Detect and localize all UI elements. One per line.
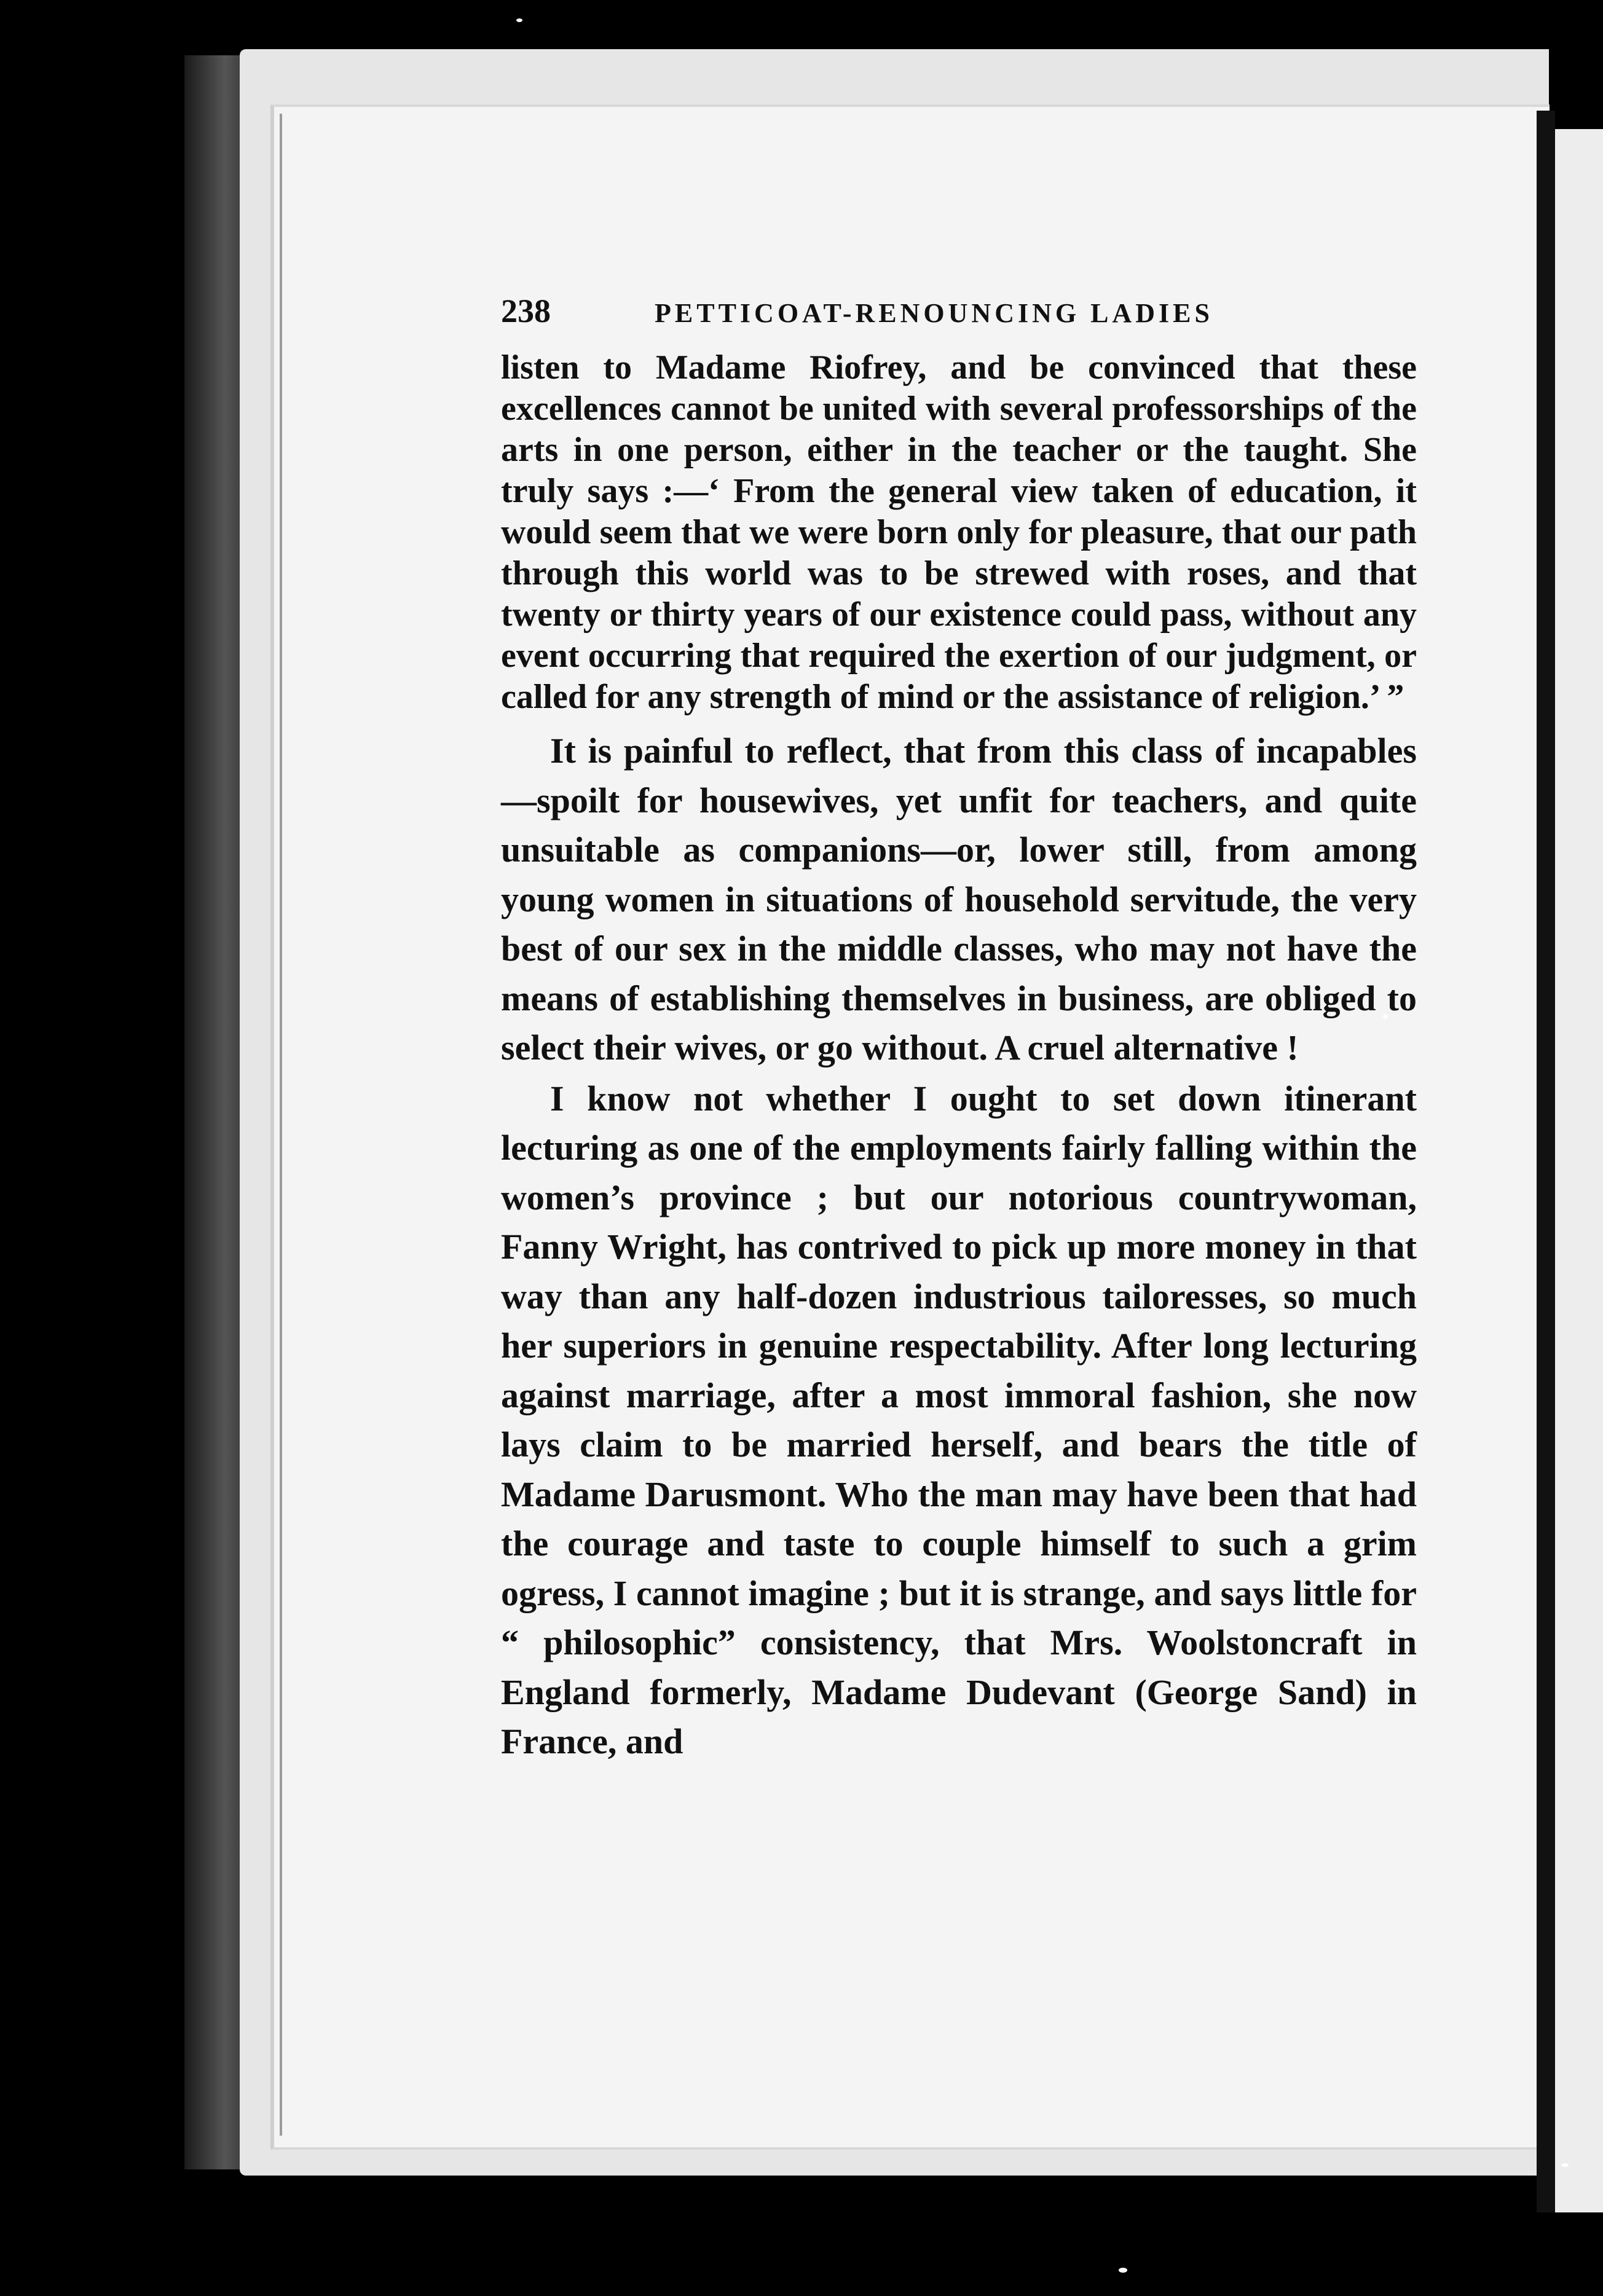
page-fold-line <box>280 114 282 2136</box>
running-header <box>501 292 1417 341</box>
paragraph-incapables: It is painful to reflect, that from this class of incapables—spoilt for housewives, yet unfit for teachers, and quite unsuitable as companions—or, lower still, from among young women in situations of household servitude, the very best of our sex in the middle classes, who may not have the means of establishing themselves in business, are obliged to select their wives, or go without. A cruel alternative ! <box>501 731 1417 1067</box>
paragraph-quote: listen to Madame Riofrey, and be convinced that these excellences cannot be united with several professorships of the arts in one person, either in the teacher or the taught. She truly says :—‘ From the general view taken of education, it would seem that we were born only for pleasure, that our path through this world was to be strewed with roses, and that twenty or thirty years of our existence could pass, without any event occurring that required the exertion of our judgment, or called for any strength of mind or the assistance of religion.’ ” <box>501 348 1417 716</box>
dust-speck <box>1119 2268 1127 2273</box>
dust-speck <box>516 18 522 22</box>
binding-gutter <box>1537 111 1555 2212</box>
running-title: PETTICOAT-RENOUNCING LADIES <box>655 298 1213 328</box>
facing-page-edge <box>1555 129 1603 2212</box>
page-text <box>501 292 1417 1767</box>
paragraph-lecturing: I know not whether I ought to set down itinerant lecturing as one of the employments fairly falling within the women’s province ; but our notorious countrywoman, Fanny Wright, has contrived to pick up more money in that way than any half-dozen industrious tailoresses, so much her superiors in genuine respectability. After long lecturing against marriage, after a most immoral fashion, she now lays claim to be married herself, and bears the title of Madame Darusmont. Who the man may have been that had the courage and taste to couple himself to such a grim ogress, I cannot imagine ; but it is strange, and says little for “ philosophic” consistency, that Mrs. Woolstoncraft in England formerly, Madame Dudevant (George Sand) in France, and <box>501 1078 1417 1761</box>
page-number: 238 <box>501 293 551 329</box>
dust-speck <box>1561 2163 1569 2167</box>
